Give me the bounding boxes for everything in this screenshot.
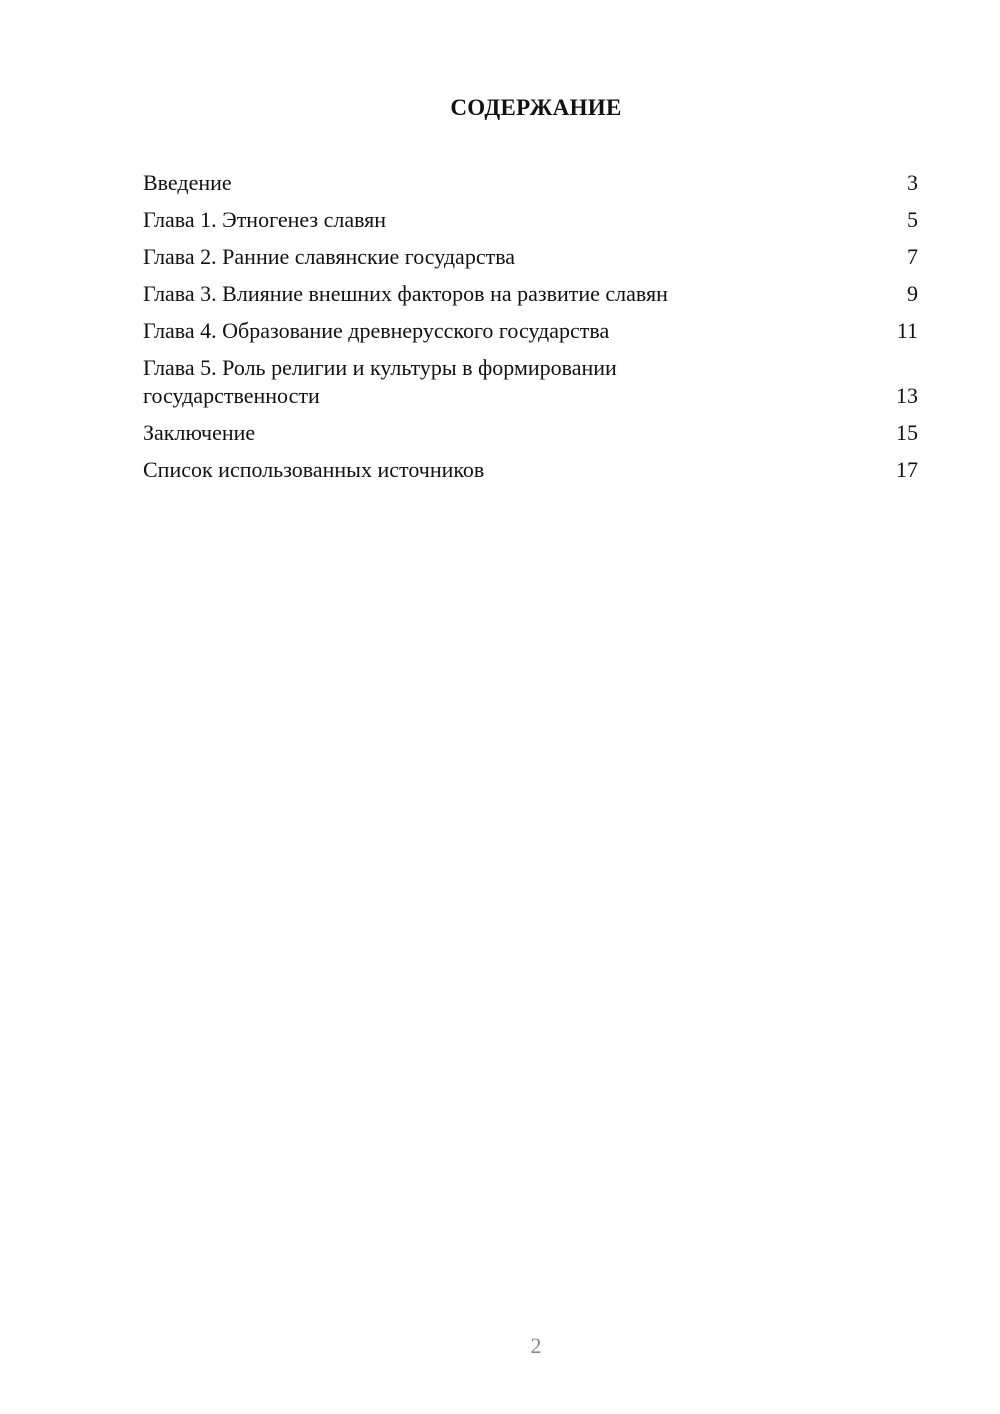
toc-entry-label: Глава 3. Влияние внешних факторов на развитие славян <box>143 281 668 306</box>
toc-entry-references <box>143 456 918 484</box>
toc-entry-chapter-5 <box>143 354 918 410</box>
toc-entry-introduction <box>143 169 918 197</box>
toc-entry-chapter-2 <box>143 243 918 271</box>
toc-entry-label: Заключение <box>143 420 256 445</box>
toc-entry-page: 9 <box>907 281 918 306</box>
table-of-contents <box>143 169 918 493</box>
toc-entry-chapter-4 <box>143 317 918 345</box>
page-title: СОДЕРЖАНИЕ <box>450 95 622 120</box>
toc-entry-label: Глава 1. Этногенез славян <box>143 207 387 232</box>
toc-entry-label: Глава 5. Роль религии и культуры в формировании государственности <box>143 355 617 408</box>
toc-entry-page: 7 <box>907 244 918 269</box>
toc-entry-page: 3 <box>907 170 918 195</box>
toc-entry-label: Список использованных источников <box>143 457 485 482</box>
toc-entry-label: Глава 4. Образование древнерусского государства <box>143 318 610 343</box>
toc-entry-chapter-3 <box>143 280 918 308</box>
toc-entry-page: 13 <box>896 383 918 408</box>
toc-entry-conclusion <box>143 419 918 447</box>
page-number: 2 <box>530 1333 542 1358</box>
toc-entry-page: 15 <box>896 420 918 445</box>
toc-entry-page: 11 <box>896 318 918 343</box>
toc-entry-page: 17 <box>896 457 918 482</box>
toc-entry-page: 5 <box>907 207 918 232</box>
toc-entry-label: Введение <box>143 170 232 195</box>
toc-entry-chapter-1 <box>143 206 918 234</box>
toc-entry-label: Глава 2. Ранние славянские государства <box>143 244 516 269</box>
